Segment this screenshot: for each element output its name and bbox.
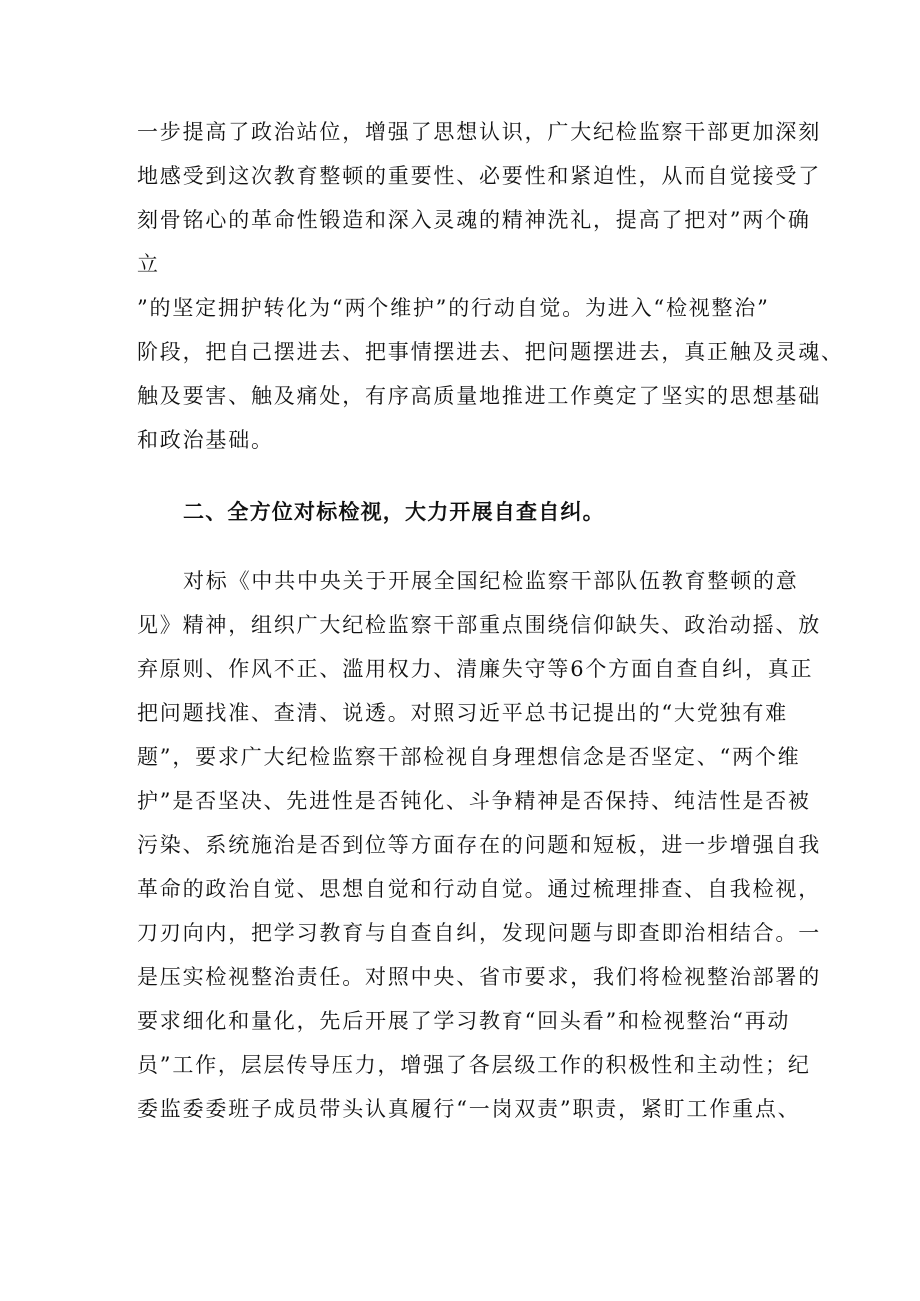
body-text-line: 员”工作，层层传导压力，增强了各层级工作的积极性和主动性；纪	[137, 1053, 811, 1077]
body-text-line: 刀刃向内，把学习教育与自查自纠，发现问题与即查即治相结合。一	[137, 921, 821, 945]
body-text-line: 对标《中共中央关于开展全国纪检监察干部队伍教育整顿的意	[183, 569, 799, 593]
body-text-line: 革命的政治自觉、思想自觉和行动自觉。通过梳理排查、自我检视，	[137, 877, 821, 901]
body-text-line: 污染、系统施治是否到位等方面存在的问题和短板，进一步增强自我	[137, 833, 821, 857]
body-text-line: 要求细化和量化，先后开展了学习教育“回头看”和检视整治“再动	[137, 1009, 791, 1033]
body-text-line: 一步提高了政治站位，增强了思想认识，广大纪检监察干部更加深刻	[137, 120, 821, 144]
body-text-line: 立	[137, 252, 160, 276]
body-text-line: 刻骨铭心的革命性锻造和深入灵魂的精神洗礼，提高了把对”两个确	[137, 208, 811, 232]
body-text-line: 见》精神，组织广大纪检监察干部重点围绕信仰缺失、政治动摇、放	[137, 613, 821, 637]
body-text-line: 把问题找准、查清、说透。对照习近平总书记提出的“大党独有难	[137, 701, 788, 725]
body-text-line: 护”是否坚决、先进性是否钝化、斗争精神是否保持、纯洁性是否被	[137, 789, 811, 813]
body-text-line: ”的坚定拥护转化为“两个维护”的行动自觉。为进入“检视整治”	[137, 296, 770, 320]
body-text-line: 委监委委班子成员带头认真履行“一岗双责”职责，紧盯工作重点、	[137, 1097, 801, 1121]
body-text-line: 弃原则、作风不正、滥用权力、清廉失守等6个方面自查自纠，真正	[137, 657, 814, 681]
body-text-line: 题”，要求广大纪检监察干部检视自身理想信念是否坚定、“两个维	[137, 745, 801, 769]
body-text-line: 阶段，把自己摆进去、把事情摆进去、把问题摆进去，真正触及灵魂、	[137, 340, 844, 364]
section-heading: 二、全方位对标检视，大力开展自查自纠。	[183, 500, 605, 524]
body-text-line: 和政治基础。	[137, 428, 274, 452]
body-text-line: 是压实检视整治责任。对照中央、省市要求，我们将检视整治部署的	[137, 965, 821, 989]
body-text-line: 地感受到这次教育整顿的重要性、必要性和紧迫性，从而自觉接受了	[137, 164, 821, 188]
body-text-line: 触及要害、触及痛处，有序高质量地推进工作奠定了坚实的思想基础	[137, 384, 821, 408]
